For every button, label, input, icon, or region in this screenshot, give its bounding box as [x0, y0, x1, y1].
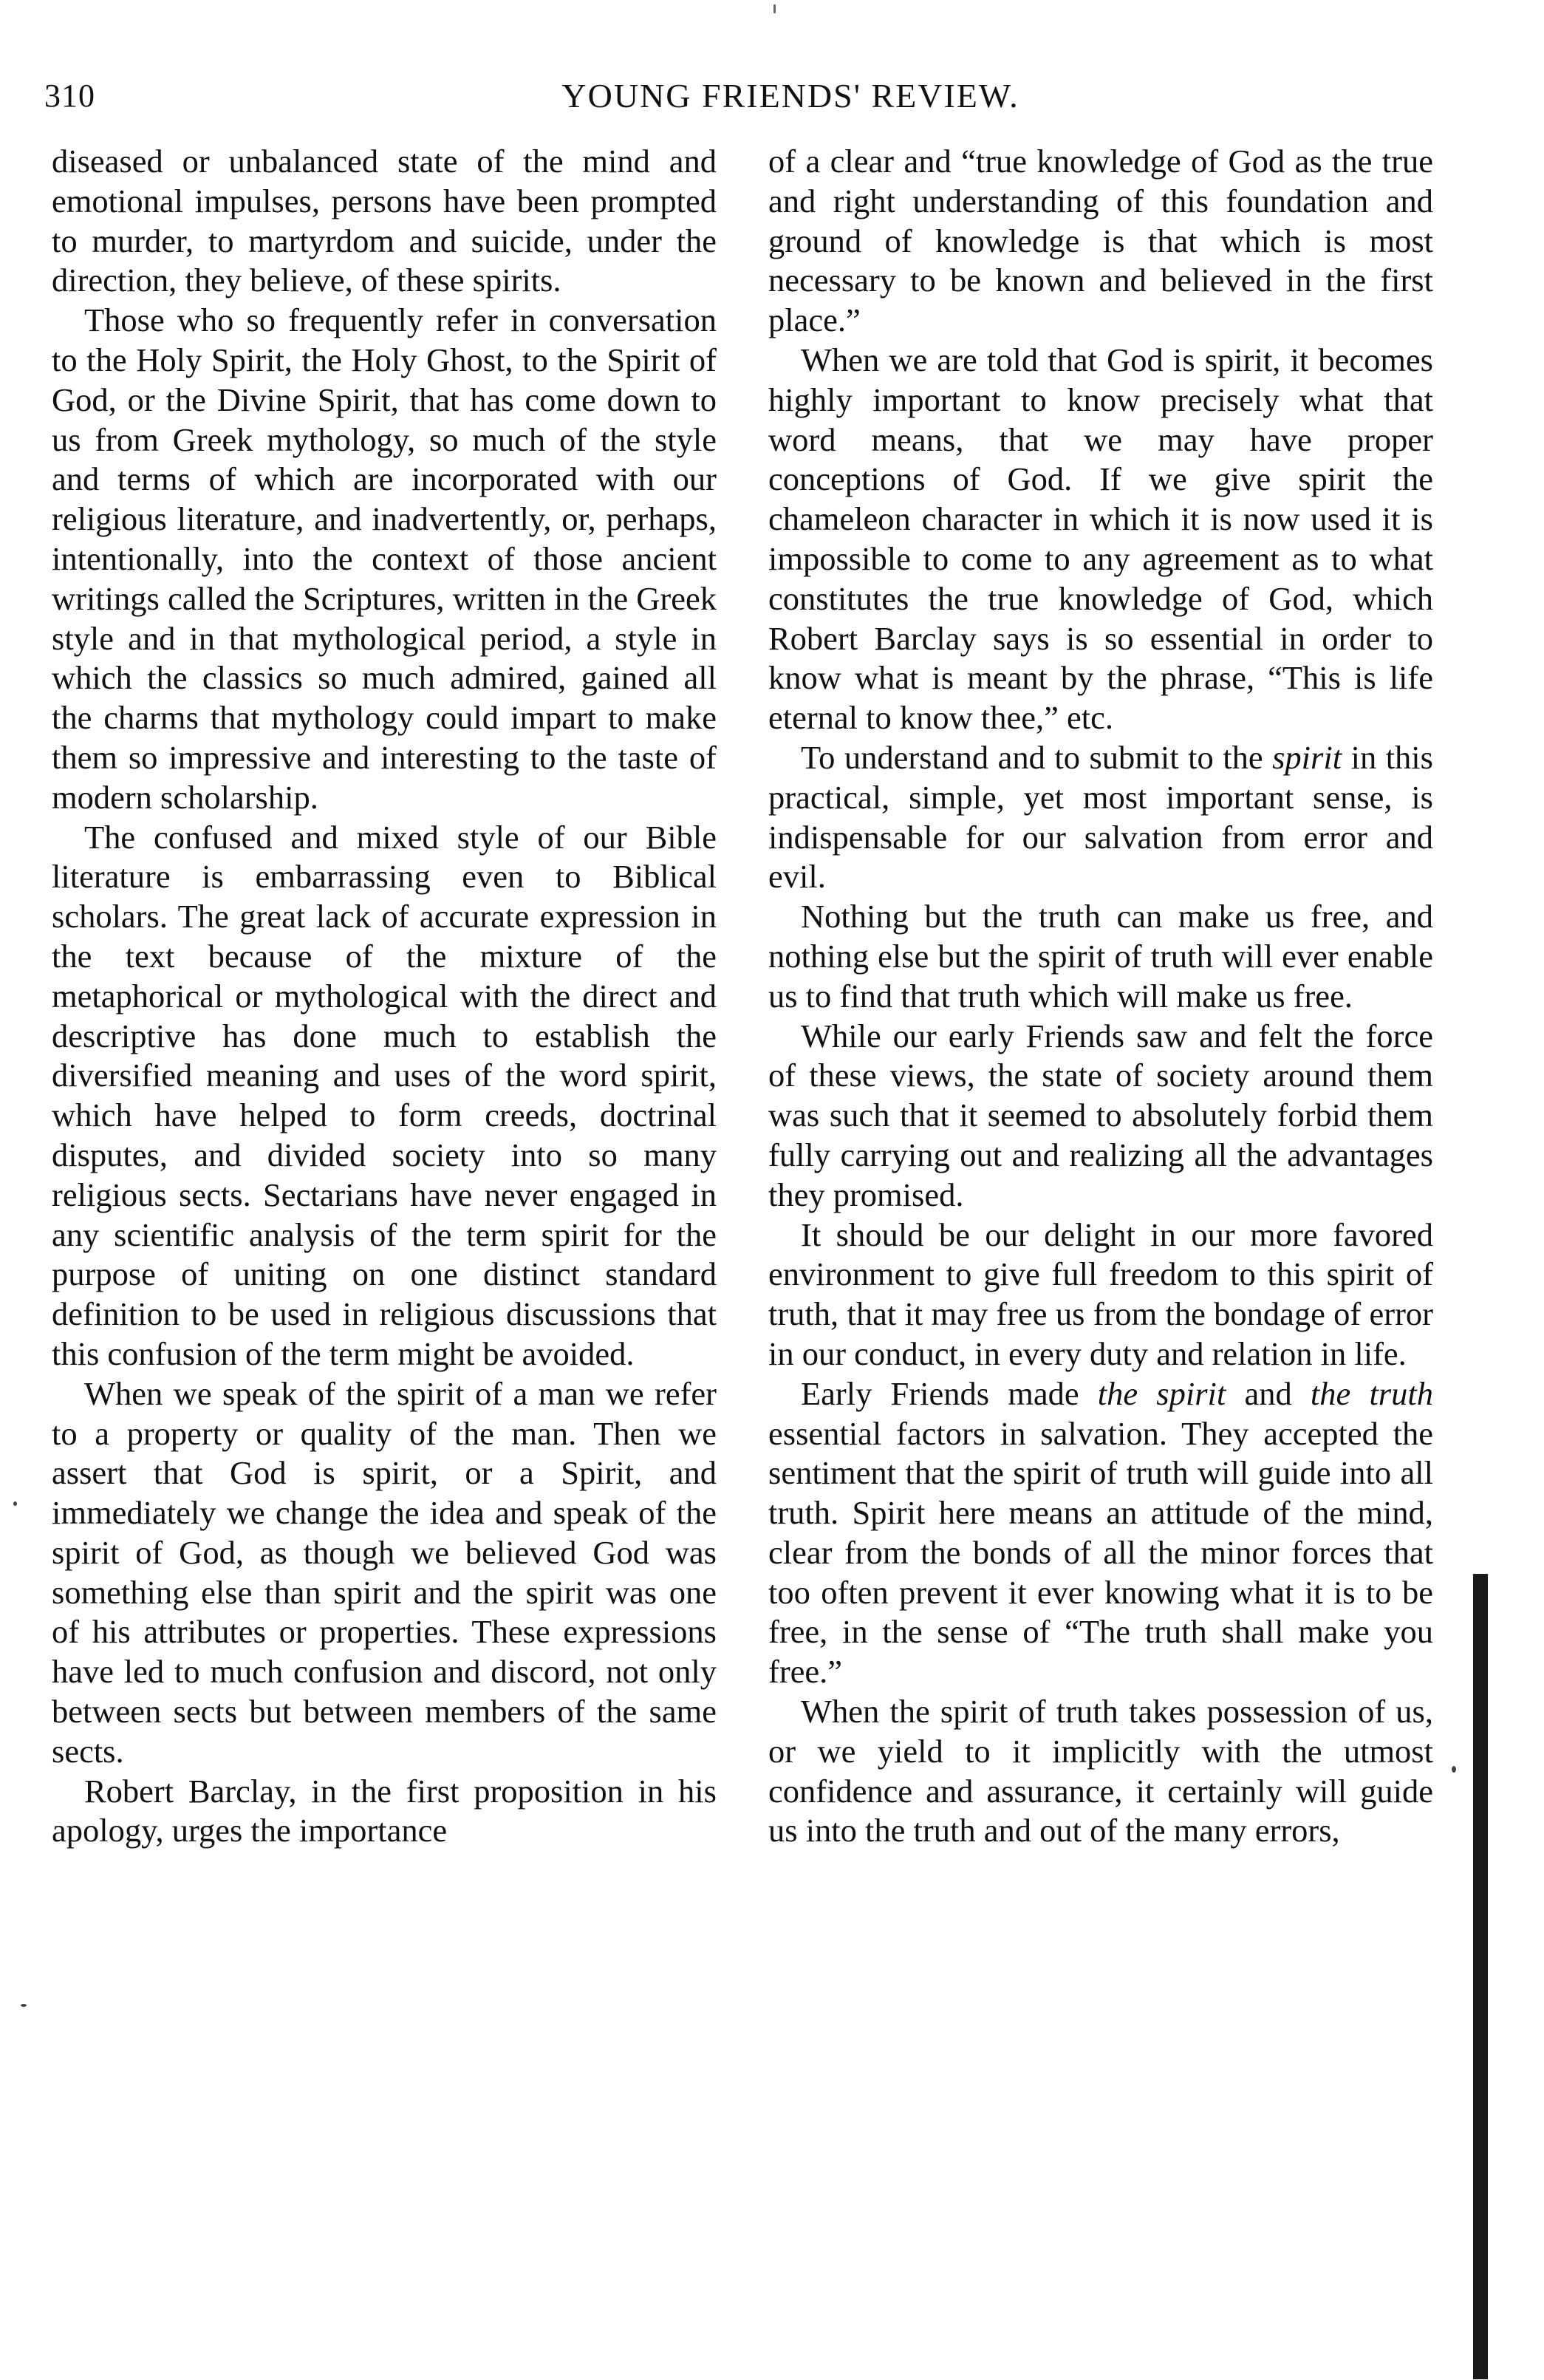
page-number: 310: [44, 78, 95, 114]
emphasis: the truth: [1310, 1374, 1433, 1412]
paragraph: When we are told that God is spirit, it becomes highly important to know precisely what that word means, that we may have proper conceptions of God. If we give spirit the chameleon character in which it is now used it is impossible to come to any agreement as to what constitutes the true knowledge of God, which Robert Barclay says is so essential in order to know what is meant by the phrase, “This is life eternal to know thee,” etc.: [768, 341, 1433, 737]
page-header: [44, 74, 1492, 118]
page-edge-shadow: [1473, 1574, 1488, 2379]
text-run: essential factors in salvation. They accepted the sentiment that the spirit of truth will guide into all truth. Spirit here means an attitude of the mind, clear from the bonds of all the minor forces that too often prevent it ever knowing what it is to be free, in the sense of “The truth shall make you free.”: [768, 1414, 1433, 1691]
text-run: in this practical, simple, yet most important sense, is indispensable for our salvation from error and evil.: [768, 738, 1433, 896]
paragraph: [768, 1374, 1433, 1692]
emphasis: spirit: [1272, 738, 1342, 776]
scan-speck: [13, 1501, 17, 1506]
left-column: [52, 142, 717, 2344]
scan-speck: [1452, 1766, 1456, 1773]
paragraph: When we speak of the spirit of a man we refer to a property or quality of the man. Then we assert that God is spirit, or a Spirit, and immediately we change the idea and speak of the spirit of God, as though we believed God was something else than spirit and the spirit was one of his attributes or properties. These expressions have led to much confusion and discord, not only between sects but between members of the same sects.: [52, 1374, 717, 1770]
text-run: To understand and to submit to the: [801, 738, 1273, 776]
paragraph: Those who so frequently refer in conversation to the Holy Spirit, the Holy Ghost, to the Spirit of God, or the Divine Spirit, that has come down to us from Greek mythology, so much of the style and terms of which are incorporated with our religious literature, and inadvertently, or, perhaps, intentionally, into the context of those ancient writings called the Scriptures, written in the Greek style and in that mythological period, a style in which the classics so much admired, gained all the charms that mythology could impart to make them so impressive and interesting to the taste of modern scholarship.: [52, 301, 717, 816]
running-head: YOUNG FRIENDS' REVIEW.: [561, 77, 1019, 115]
paragraph: Robert Barclay, in the first proposition in his apology, urges the importance: [52, 1772, 717, 1849]
paragraph: Nothing but the truth can make us free, and nothing else but the spirit of truth will ever enable us to find that truth which will make us free.: [768, 898, 1433, 1015]
paragraph: of a clear and “true knowledge of God as the true and right understanding of this foundation and ground of knowledge is that which is most necessary to be known and believed in the first place.”: [768, 143, 1433, 339]
paragraph: The confused and mixed style of our Bible literature is embarrassing even to Biblical scholars. The great lack of accurate expression in the text because of the mixture of the metaphorical or mythological with the direct and descriptive has done much to establish the diversified meaning and uses of the word spirit, which have helped to form creeds, doctrinal disputes, and divided society into so many religious sects. Sectarians have never engaged in any scientific analysis of the term spirit for the purpose of uniting on one distinct standard definition to be used in religious discussions that this confusion of the term might be avoided.: [52, 818, 717, 1372]
text-run: Early Friends made: [801, 1374, 1098, 1412]
paragraph: [768, 738, 1433, 897]
scan-speck: [21, 2004, 27, 2007]
paragraph: It should be our delight in our more favored environment to give full freedom to this spirit of truth, that it may free us from the bondage of error in our conduct, in every duty and relation in life.: [768, 1215, 1433, 1372]
right-column: [768, 142, 1433, 2344]
paragraph: When the spirit of truth takes possession of us, or we yield to it implicitly with the utmost confidence and assurance, it certainly will guide us into the truth and out of the many errors,: [768, 1693, 1433, 1849]
scan-speck: [773, 4, 776, 13]
paragraph: diseased or unbalanced state of the mind and emotional impulses, persons have been prompted to murder, to martyrdom and suicide, under the direction, they believe, of these spirits.: [52, 143, 717, 299]
text-run: and: [1226, 1374, 1311, 1412]
emphasis: the spirit: [1097, 1374, 1226, 1412]
paragraph: While our early Friends saw and felt the force of these views, the state of society around them was such that it seemed to absolutely forbid them fully carrying out and realizing all the advantages they promised.: [768, 1017, 1433, 1213]
